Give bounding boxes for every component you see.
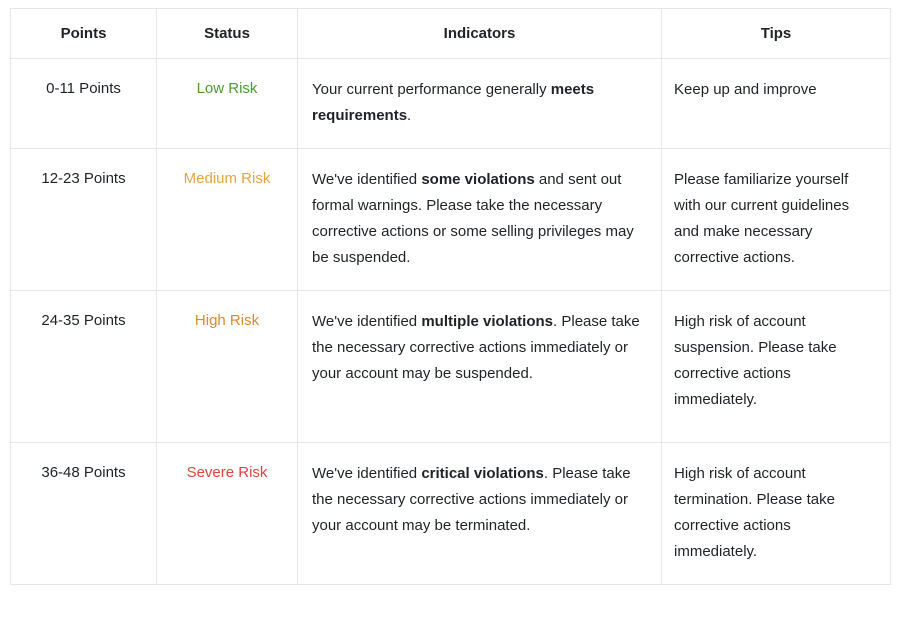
status-label: High Risk bbox=[194, 311, 260, 329]
indicator-strong-1: meets requirements bbox=[312, 81, 595, 125]
tips-text: High risk of account suspension. Please take corrective actions immediately. bbox=[662, 290, 891, 442]
points-value: 36-48 Points bbox=[11, 442, 157, 584]
table-header bbox=[11, 9, 891, 59]
indicators-text bbox=[298, 148, 662, 290]
status-badge bbox=[157, 290, 298, 442]
indicator-strong-1: critical violations bbox=[421, 464, 544, 482]
status-label: Low Risk bbox=[196, 80, 258, 97]
points-value: 0-11 Points bbox=[11, 59, 157, 149]
indicator-strong-1: some violations bbox=[421, 170, 535, 188]
table-header-row bbox=[11, 9, 891, 59]
indicators-text bbox=[298, 59, 662, 149]
table-row bbox=[11, 290, 891, 442]
tips-text: High risk of account termination. Please take corrective actions immediately. bbox=[662, 442, 891, 584]
table-body bbox=[11, 59, 891, 585]
column-header-tips: Tips bbox=[662, 9, 891, 59]
indicator-part-1: Your current performance generally bbox=[312, 81, 551, 98]
table-row bbox=[11, 442, 891, 584]
indicator-part-2: . Please take the necessary corrective actions immediately or your account may be terminated. bbox=[312, 464, 631, 534]
indicator-part-2: . Please take the necessary corrective actions immediately or your account may be suspended. bbox=[312, 312, 640, 382]
tips-text: Keep up and improve bbox=[662, 59, 891, 149]
table-row bbox=[11, 148, 891, 290]
table-row bbox=[11, 59, 891, 149]
indicator-part-1: We've identified bbox=[312, 170, 422, 188]
tips-text: Please familiarize yourself with our current guidelines and make necessary corrective actions. bbox=[662, 148, 891, 290]
indicators-text bbox=[298, 290, 662, 442]
account-health-risk-table bbox=[10, 8, 891, 585]
status-badge bbox=[157, 59, 298, 149]
status-label: Medium Risk bbox=[183, 169, 271, 187]
indicator-part-1: We've identified bbox=[312, 312, 422, 330]
indicators-text bbox=[298, 442, 662, 584]
points-value: 12-23 Points bbox=[11, 148, 157, 290]
status-badge bbox=[157, 148, 298, 290]
status-label: Severe Risk bbox=[186, 463, 268, 481]
column-header-points: Points bbox=[11, 9, 157, 59]
indicator-strong-1: multiple violations bbox=[421, 312, 554, 330]
indicator-part-2: and sent out formal warnings. Please take the necessary corrective actions or some selling privileges may be suspended. bbox=[312, 170, 634, 267]
indicator-part-2: . bbox=[407, 107, 412, 125]
column-header-status: Status bbox=[157, 9, 298, 59]
points-value: 24-35 Points bbox=[11, 290, 157, 442]
indicator-part-1: We've identified bbox=[312, 464, 422, 482]
column-header-indicators: Indicators bbox=[298, 9, 662, 59]
status-badge bbox=[157, 442, 298, 584]
